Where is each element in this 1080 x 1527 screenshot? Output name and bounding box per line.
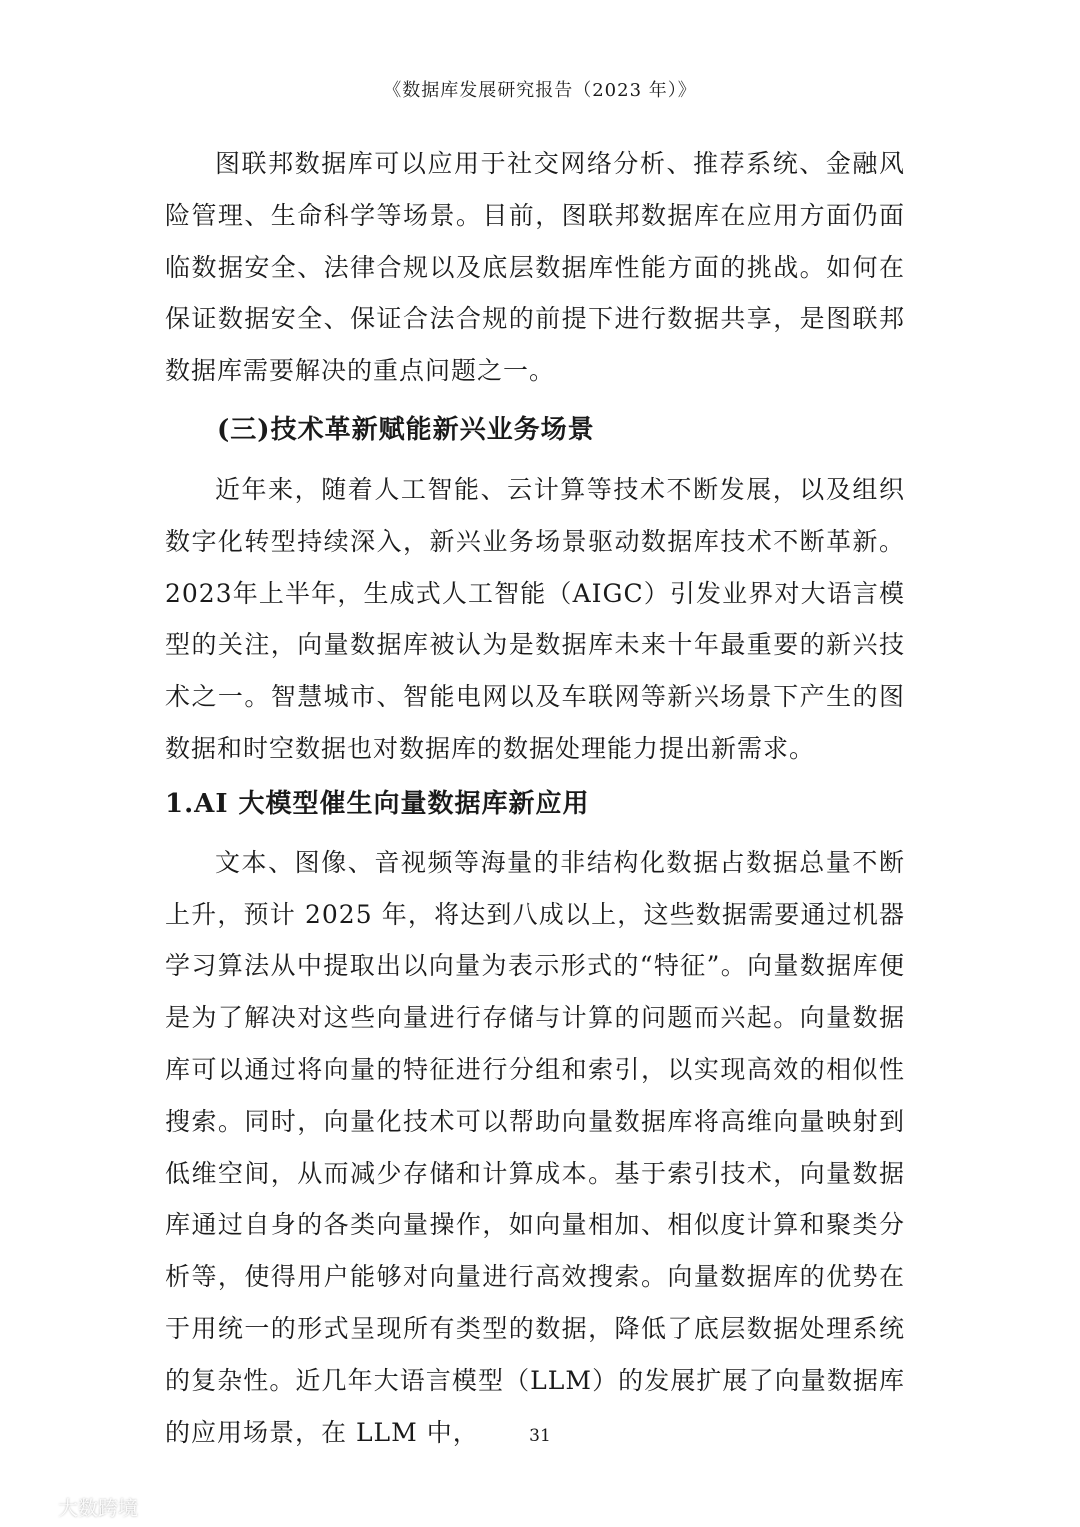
watermark <box>10 1493 138 1519</box>
running-header: 《数据库发展研究报告（2023 年）》 <box>383 80 697 101</box>
paragraph-vector-database: 文本、图像、音视频等海量的非结构化数据占数据总量不断上升，预计 2025 年，将达到八成以上，这些数据需要通过机器学习算法从中提取出以向量为表示形式的“特征”。向量数据库便是为了解决对这些向量进行存储与计算的问题而兴起。向量数据库可以通过将向量的特征进行分组和索引，以实现高效的相似性搜索。同时，向量化技术可以帮助向量数据库将高维向量映射到低维空间，从而减少存储和计算成本。基于索引技术，向量数据库通过自身的各类向量操作，如向量相加、相似度计算和聚类分析等，使得用户能够对向量进行高效搜索。向量数据库的优势在于用统一的形式呈现所有类型的数据，降低了底层数据处理系统的复杂性。近几年大语言模型（LLM）的发展扩展了向量数据库的应用场景，在 LLM 中， <box>165 847 905 1447</box>
brand-logo-icon <box>10 1494 54 1518</box>
watermark-text: 大数跨境 <box>58 1495 138 1520</box>
page-number: 31 <box>529 1426 551 1446</box>
subsection-heading-1: 1.AI 大模型催生向量数据库新应用 <box>165 788 590 819</box>
paragraph-emerging-scenarios: 近年来，随着人工智能、云计算等技术不断发展，以及组织数字化转型持续深入，新兴业务场景驱动数据库技术不断革新。2023年上半年，生成式人工智能（AIGC）引发业界对大语言模型的关注，向量数据库被认为是数据库未来十年最重要的新兴技术之一。智慧城市、智能电网以及车联网等新兴场景下产生的图数据和时空数据也对数据库的数据处理能力提出新需求。 <box>165 474 905 763</box>
paragraph-graph-federated-db: 图联邦数据库可以应用于社交网络分析、推荐系统、金融风险管理、生命科学等场景。目前，图联邦数据库在应用方面仍面临数据安全、法律合规以及底层数据库性能方面的挑战。如何在保证数据安全、保证合法合规的前提下进行数据共享，是图联邦数据库需要解决的重点问题之一。 <box>165 149 905 386</box>
page-body <box>165 138 905 1458</box>
section-heading-3: (三)技术革新赋能新兴业务场景 <box>217 414 595 445</box>
